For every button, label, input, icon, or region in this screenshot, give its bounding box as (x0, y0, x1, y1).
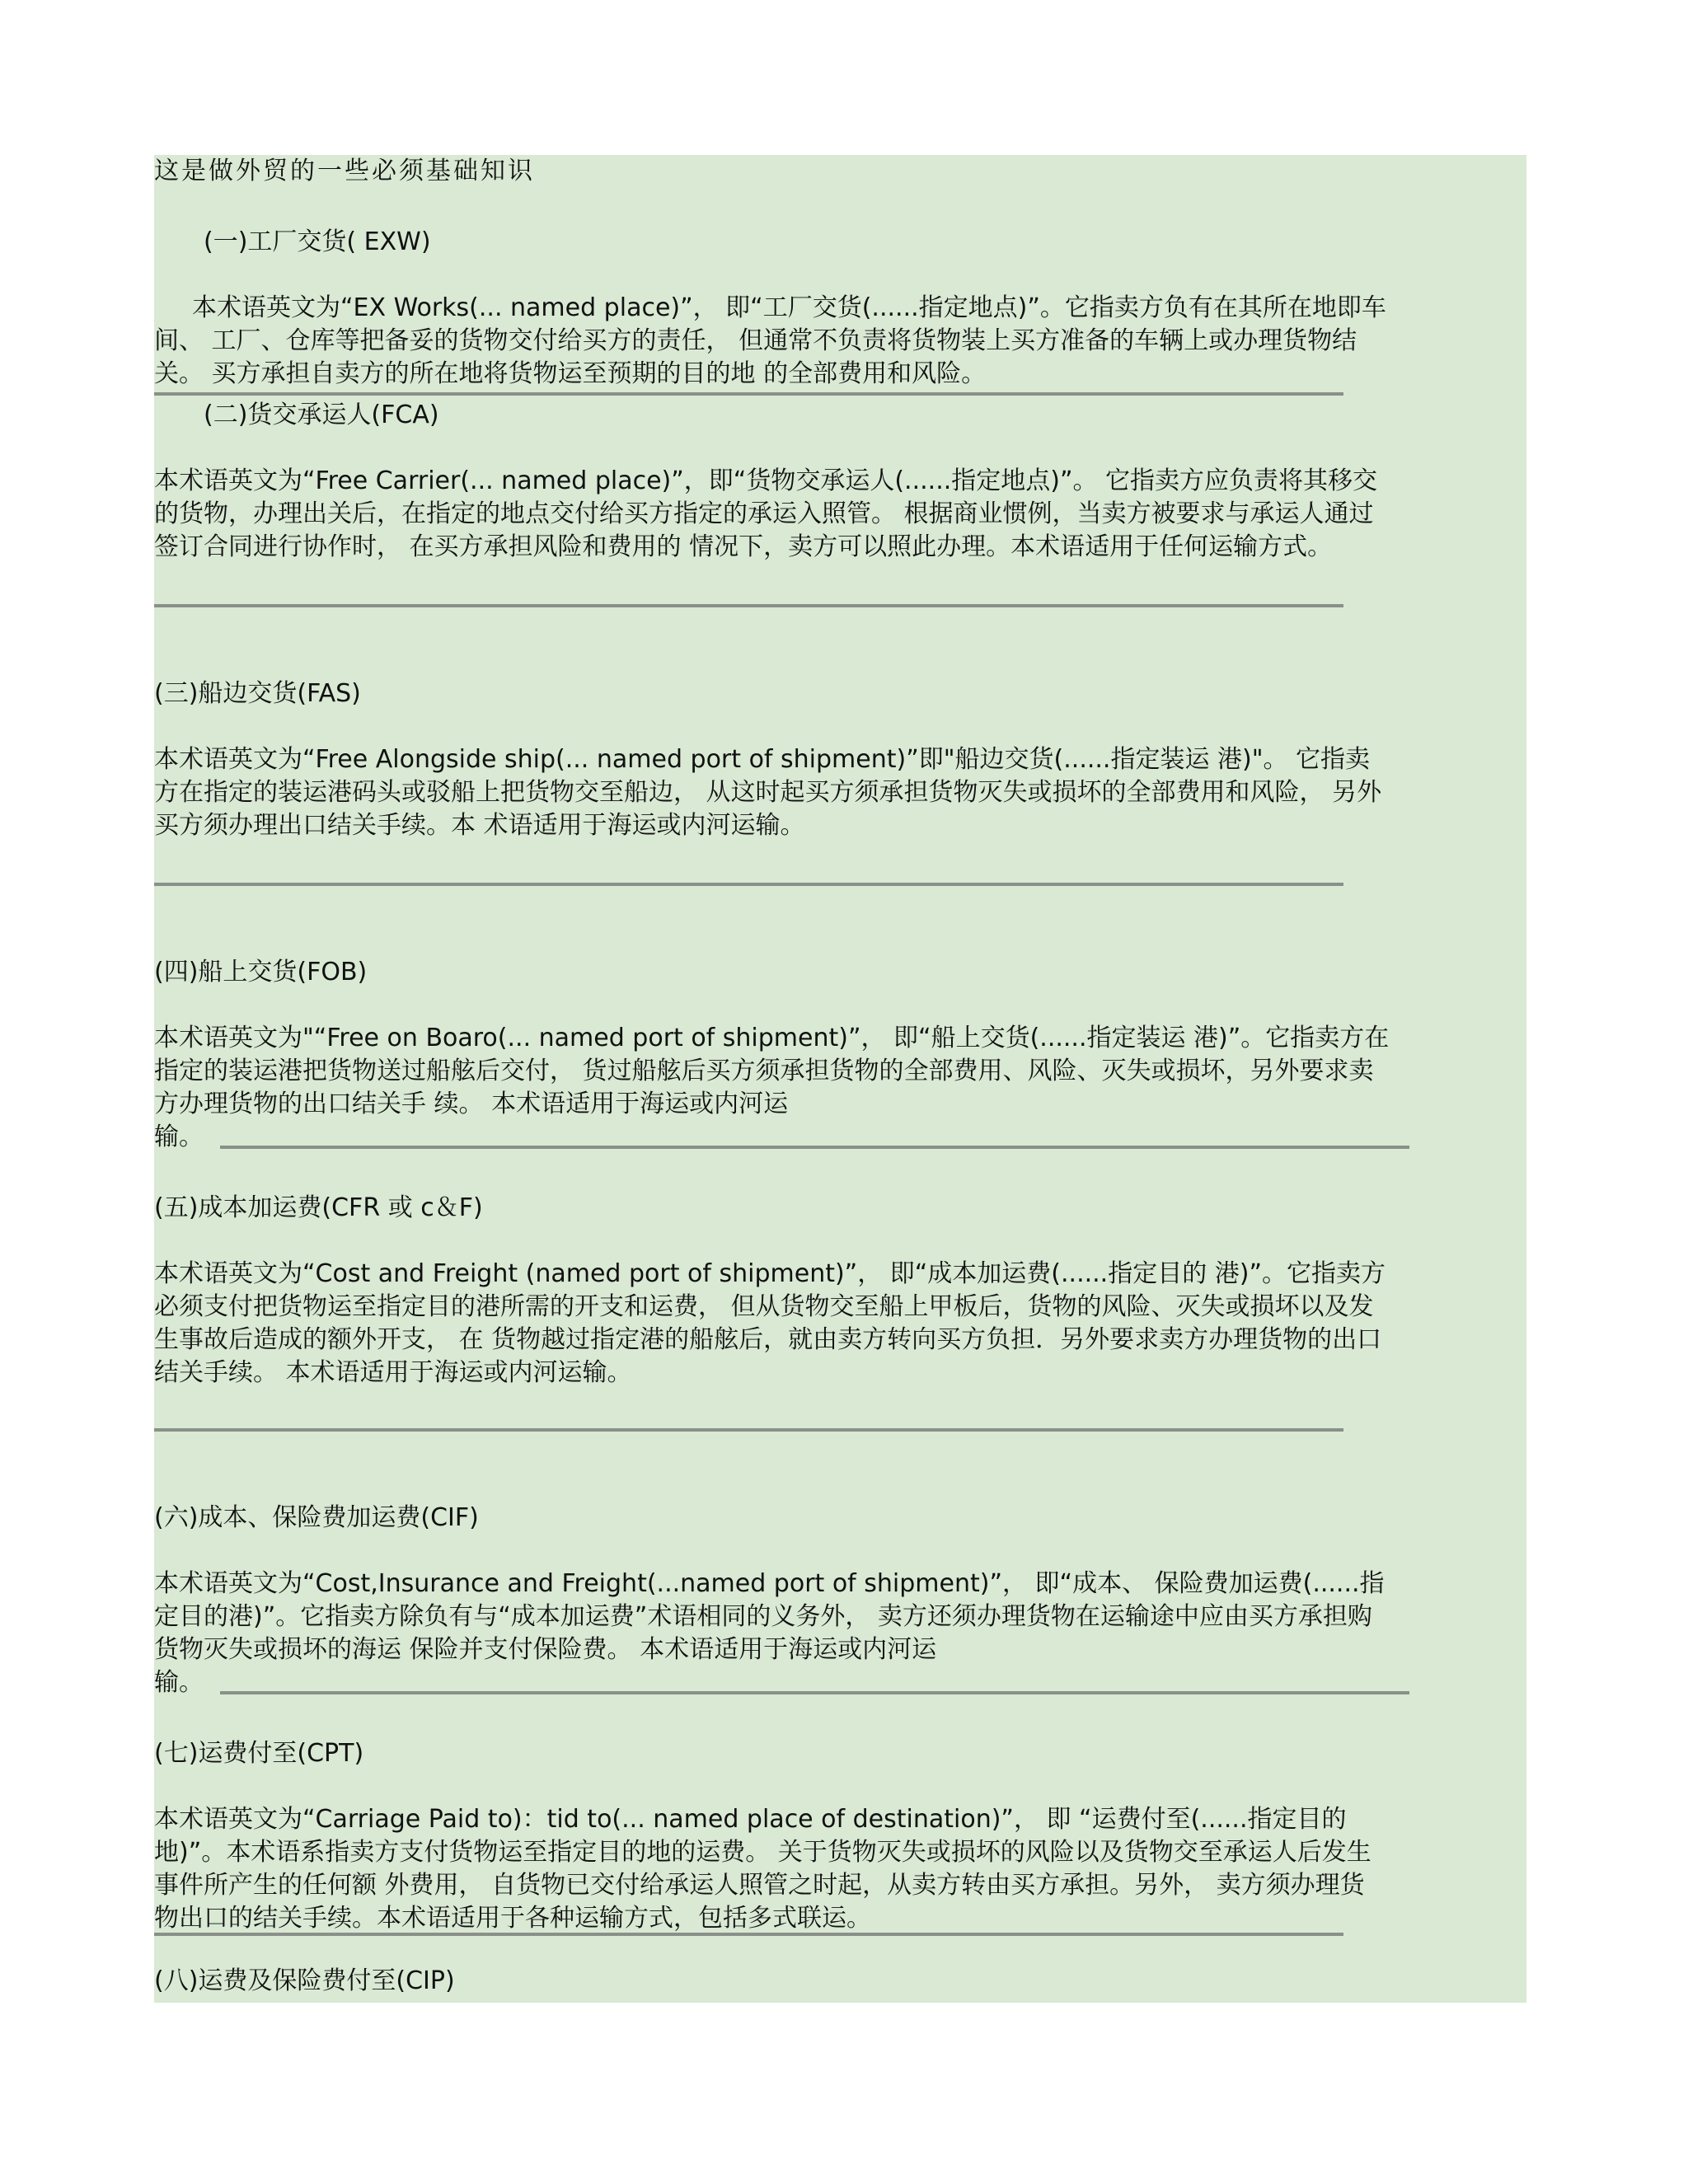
intro-text: 这是做外贸的一些必须基础知识 (154, 157, 535, 185)
body-line: 买方须办理出口结关手续。本 术语适用于海运或内河运输。 (154, 811, 805, 840)
section-heading-cif: (六)成本、保险费加运费(CIF) (154, 1503, 479, 1532)
body-line: 结关手续。 本术语适用于海运或内河运输。 (154, 1358, 632, 1387)
body-line: 方办理货物的出口结关手 续。 本术语适用于海运或内河运 (154, 1090, 789, 1118)
body-line: 关。 买方承担自卖方的所在地将货物运至预期的目的地 的全部费用和风险。 (154, 359, 987, 388)
section-heading-fob: (四)船上交货(FOB) (154, 958, 368, 987)
section-body-exw (154, 292, 1526, 391)
body-line: 本术语英文为“Carriage Paid to)：tid to(... named place of destination)”， 即 “运费付至(......指定目的 (154, 1805, 1347, 1834)
body-line: 本术语英文为"“Free on Boaro(... named port of shipment)”， 即“船上交货(......指定装运 港)”。它指卖方在 (154, 1024, 1390, 1052)
section-body-fob (154, 1022, 1526, 1154)
section-body-fca (154, 465, 1526, 564)
section-body-cfr (154, 1258, 1526, 1390)
body-line: 本术语英文为“Free Alongside ship(... named port of shipment)”即"船边交货(......指定装运 港)"。 它指卖 (154, 745, 1371, 774)
section-body-cpt (154, 1803, 1526, 1935)
body-line: 必须支付把货物运至指定目的港所需的开支和运费， 但从货物交至船上甲板后，货物的风险、灭失或损坏以及发 (154, 1292, 1374, 1321)
body-line: 定目的港)”。它指卖方除负有与“成本加运费”术语相同的义务外， 卖方还须办理货物在运输途中应由买方承担购 (154, 1602, 1372, 1631)
section-body-cif (154, 1568, 1526, 1699)
section-divider (154, 883, 1343, 886)
body-line: 本术语英文为“Cost and Freight (named port of shipment)”， 即“成本加运费(......指定目的 港)”。它指卖方 (154, 1259, 1386, 1288)
body-line: 地)”。本术语系指卖方支付货物运至指定目的地的运费。 关于货物灭失或损坏的风险以及货物交至承运人后发生 (154, 1838, 1372, 1867)
section-heading-cpt: (七)运费付至(CPT) (154, 1739, 364, 1768)
body-line: 生事故后造成的额外开支， 在 货物越过指定港的船舷后，就由卖方转向买方负担．另外要求卖方办理货物的出口 (154, 1325, 1382, 1354)
body-line: 间、 工厂、仓库等把备妥的货物交付给买方的责任， 但通常不负责将货物装上买方准备的车辆上或办理货物结 (154, 326, 1357, 355)
document-page (154, 155, 1526, 2003)
body-line: 输。 (154, 1668, 204, 1697)
section-heading-fas: (三)船边交货(FAS) (154, 679, 361, 708)
section-heading-fca: (二)货交承运人(FCA) (204, 401, 439, 429)
section-heading-cfr: (五)成本加运费(CFR 或 c＆F) (154, 1193, 483, 1222)
body-line: 本术语英文为“Cost,Insurance and Freight(...named port of shipment)”， 即“成本、 保险费加运费(......指 (154, 1569, 1385, 1598)
body-line: 事件所产生的任何额 外费用， 自货物已交付给承运人照管之时起，从卖方转由买方承担。另外， 卖方须办理货 (154, 1871, 1365, 1900)
section-divider (220, 1146, 1409, 1149)
section-divider (220, 1691, 1409, 1694)
body-line: 输。 (154, 1122, 204, 1151)
body-line: 的货物，办理出关后，在指定的地点交付给买方指定的承运入照管。 根据商业惯例，当卖方被要求与承运人通过 (154, 499, 1374, 528)
body-line: 方在指定的装运港码头或驳船上把货物交至船边， 从这时起买方须承担货物灭失或损坏的全部费用和风险， 另外 (154, 778, 1382, 807)
body-line: 物出口的结关手续。本术语适用于各种运输方式，包括多式联运。 (154, 1904, 871, 1933)
section-divider (154, 604, 1343, 607)
body-line: 签订合同进行协作时， 在买方承担风险和费用的 情况下，卖方可以照此办理。本术语适用于任何运输方式。 (154, 532, 1333, 561)
section-body-fas (154, 743, 1526, 842)
section-divider (154, 1933, 1343, 1936)
body-line: 本术语英文为“Free Carrier(... named place)”，即“货物交承运人(......指定地点)”。 它指卖方应负责将其移交 (154, 466, 1378, 495)
section-divider (154, 1428, 1343, 1432)
section-heading-cip: (八)运费及保险费付至(CIP) (154, 1966, 455, 1995)
body-line: 本术语英文为“EX Works(... named place)”， 即“工厂交货(......指定地点)”。它指卖方负有在其所在地即车 (192, 293, 1386, 322)
section-heading-exw: (一)工厂交货( EXW) (204, 227, 431, 256)
body-line: 指定的装运港把货物送过船舷后交付， 货过船舷后买方须承担货物的全部费用、风险、灭失或损坏，另外要求卖 (154, 1057, 1374, 1085)
section-divider (154, 392, 1343, 396)
body-line: 货物灭失或损坏的海运 保险并支付保险费。 本术语适用于海运或内河运 (154, 1635, 937, 1664)
